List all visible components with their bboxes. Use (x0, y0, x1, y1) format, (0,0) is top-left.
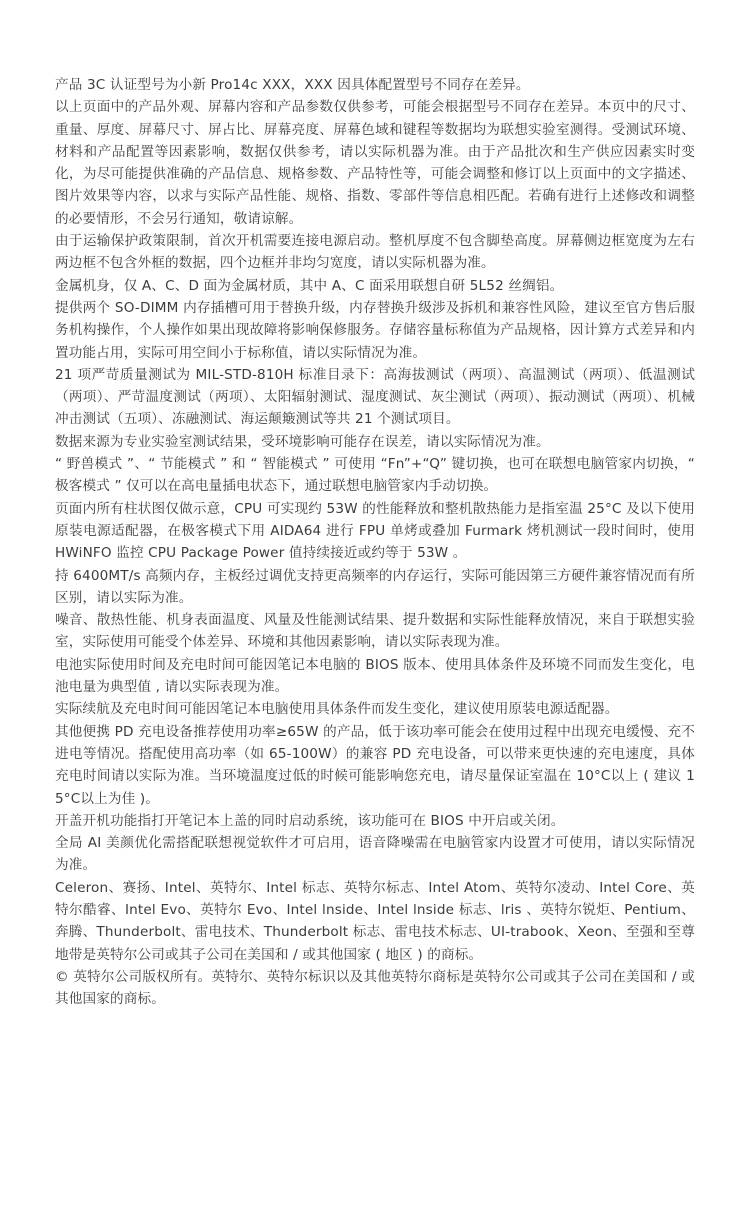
disclaimer-paragraph-pd-charging: 其他便携 PD 充电设备推荐使用功率≥65W 的产品，低于该功率可能会在使用过程中出现充电缓慢、充不进电等情况。搭配使用高功率（如 65-100W）的兼容 PD 充电设备，可以带来更快速的充电速度，具体充电时间请以实际为准。当环境温度过低的时候可能影响您充电，请尽量保证室温在 10°C以上 ( 建议 15°C以上为佳 )。 (55, 723, 695, 807)
disclaimer-paragraph-memory-frequency: 持 6400MT/s 高频内存，主板经过调优支持更高频率的内存运行，实际可能因第三方硬件兼容情况而有所区别，请以实际为准。 (55, 567, 695, 606)
disclaimer-paragraph-data-source: 数据来源为专业实验室测试结果，受环境影响可能存在误差，请以实际情况为准。 (55, 433, 550, 450)
disclaimer-paragraph-performance-modes: “ 野兽模式 ”、“ 节能模式 ” 和 “ 智能模式 ” 可使用 “Fn”+“Q” 键切换，也可在联想电脑管家内切换，“ 极客模式 ” 仅可以在高电量插电状态下，通过联想电脑管家内手动切换。 (55, 456, 695, 495)
disclaimer-paragraph-mil-std-tests: 21 项严苛质量测试为 MIL-STD-810H 标准目录下：高海拔测试（两项）、高温测试（两项）、低温测试（两项）、严苛温度测试（两项）、太阳辐射测试、湿度测试、灰尘测试（两项）、振动测试（两项）、机械冲击测试（五项）、冻融测试、海运颠簸测试等共 21 个测试项目。 (55, 366, 695, 428)
disclaimer-paragraph-memory-slots: 提供两个 SO-DIMM 内存插槽可用于替换升级，内存替换升级涉及拆机和兼容性风险，建议至官方售后服务机构操作，个人操作如果出现故障将影响保修服务。存储容量标称值为产品规格，因计算方式差异和内置功能占用，实际可用空间小于标称值，请以实际情况为准。 (55, 299, 695, 361)
disclaimer-paragraph-3c-certification: 产品 3C 认证型号为小新 Pro14c XXX，XXX 因具体配置型号不同存在差异。 (55, 77, 530, 93)
disclaimer-paragraph-battery-life: 电池实际使用时间及充电时间可能因笔记本电脑的 BIOS 版本、使用具体条件及环境不同而发生变化，电池电量为典型值 , 请以实际表现为准。 (55, 656, 695, 696)
disclaimer-paragraph-intel-trademarks: Celeron、赛扬、Intel、英特尔、Intel 标志、英特尔标志、Intel Atom、英特尔凌动、Intel Core、英特尔酷睿、Intel Evo、英特尔 Evo、Intel lnside、Intel lnside 标志、lris 、英特尔锐炬、Pentium、奔腾、Thunderbolt、雷电技术、Thunderbolt 标志、雷电技术标志、UI-trabook、Xeon、至强和至尊地带是英特尔公司或其子公司在美国和 / 或其他国家 ( 地区 ) 的商标。 (55, 879, 695, 963)
disclaimer-paragraph-cpu-performance: 页面内所有柱状图仅做示意，CPU 可实现约 53W 的性能释放和整机散热能力是指室温 25°C 及以下使用原装电源适配器，在极客模式下用 AIDA64 进行 FPU 单烤或叠加 Furmark 烤机测试一段时间时，使用 HWiNFO 监控 CPU Package Power 值持续接近或约等于 53W 。 (55, 500, 695, 562)
disclaimer-paragraph-lid-open-boot: 开盖开机功能指打开笔记本上盖的同时启动系统，该功能可在 BIOS 中开启或关闭。 (55, 812, 565, 829)
disclaimer-paragraph-ai-beauty: 全局 AI 美颜优化需搭配联想视觉软件才可启用，语音降噪需在电脑管家内设置才可使用，请以实际情况为准。 (55, 835, 695, 874)
disclaimer-paragraph-charging-time: 实际续航及充电时间可能因笔记本电脑使用具体条件而发生变化，建议使用原装电源适配器。 (55, 701, 619, 718)
disclaimer-paragraph-metal-body: 金属机身，仅 A、C、D 面为金属材质，其中 A、C 面采用联想自研 5L52 丝绸铝。 (55, 277, 564, 294)
disclaimer-paragraph-copyright: © 英特尔公司版权所有。英特尔、英特尔标识以及其他英特尔商标是英特尔公司或其子公司在美国和 / 或其他国家的商标。 (55, 968, 695, 1008)
disclaimer-paragraph-reference-only: 以上页面中的产品外观、屏幕内容和产品参数仅供参考，可能会根据型号不同存在差异。本页中的尺寸、重量、厚度、屏幕尺寸、屏占比、屏幕亮度、屏幕色域和键程等数据均为联想实验室测得。受测试环境、材料和产品配置等因素影响，数据仅供参考，请以实际机器为准。由于产品批次和生产供应因素实时变化，为尽可能提供准确的产品信息、规格参数、产品特性等，可能会调整和修订以上页面中的文字描述、图片效果等内容，以求与实际产品性能、规格、指数、零部件等信息相匹配。若确有进行上述修改和调整的必要情形，不会另行通知，敬请谅解。 (55, 99, 695, 227)
disclaimer-paragraph-first-boot: 由于运输保护政策限制，首次开机需要连接电源启动。整机厚度不包含脚垫高度。屏幕侧边框宽度为左右两边框不包含外框的数据，四个边框并非均匀宽度，请以实际机器为准。 (55, 233, 695, 272)
disclaimer-text-block (55, 74, 695, 1010)
disclaimer-paragraph-noise-thermal: 噪音、散热性能、机身表面温度、风量及性能测试结果、提升数据和实际性能释放情况，来自于联想实验室，实际使用可能受个体差异、环境和其他因素影响，请以实际表现为准。 (55, 612, 695, 651)
